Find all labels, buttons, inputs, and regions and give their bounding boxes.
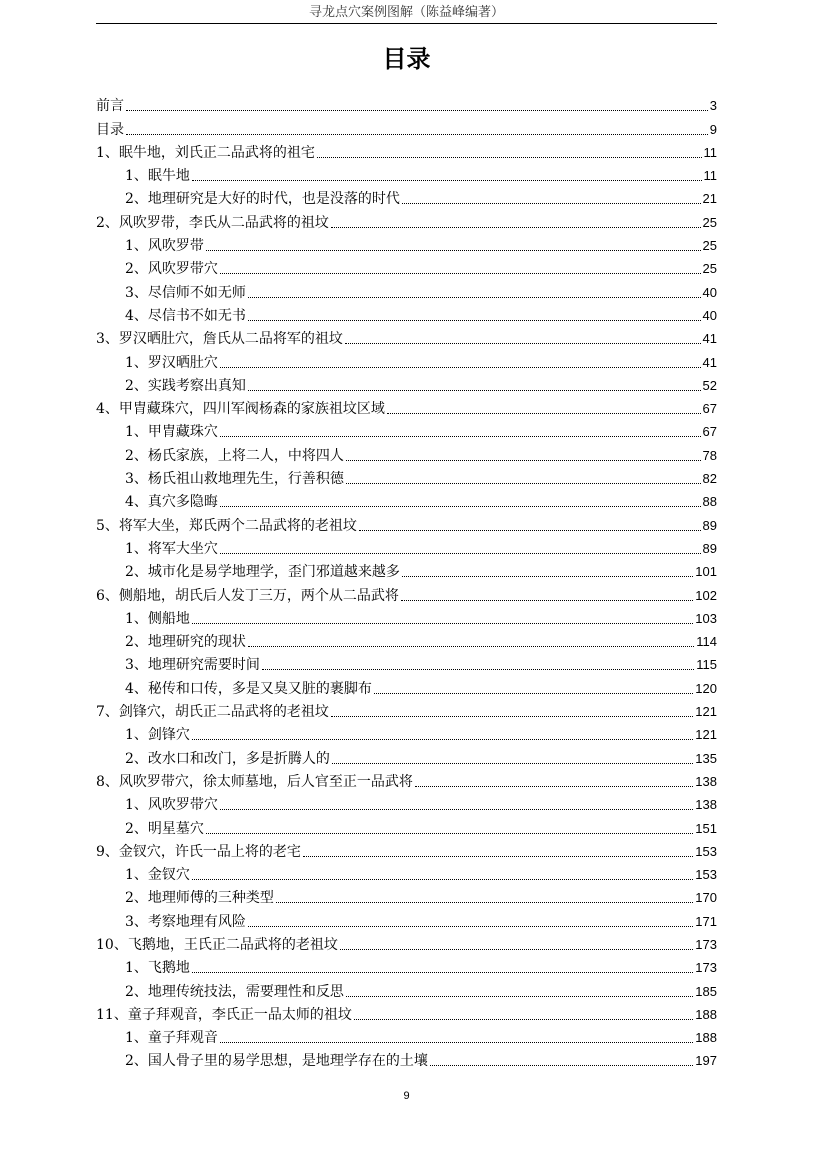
toc-entry-title: 1、风吹罗带穴 (125, 797, 218, 814)
dot-leader (220, 553, 701, 554)
toc-entry-page: 121 (695, 727, 717, 743)
toc-entry-title: 5、将军大坐，郑氏两个二品武将的老祖坟 (96, 517, 357, 534)
toc-entry-title: 3、杨氏祖山救地理先生，行善积德 (125, 471, 344, 488)
dot-leader (220, 436, 701, 437)
toc-entry-page: 173 (695, 936, 717, 952)
toc-entry-title: 1、童子拜观音 (125, 1030, 218, 1047)
toc-entry-title: 1、甲胄藏珠穴 (125, 424, 218, 441)
toc-entry-page: 153 (695, 867, 717, 883)
header-divider (96, 23, 717, 24)
toc-entry-page: 138 (695, 773, 717, 789)
toc-subentry[interactable] (96, 977, 717, 1000)
dot-leader (346, 483, 701, 484)
table-of-contents (96, 92, 717, 1070)
toc-entry-title: 4、尽信书不如无书 (125, 307, 246, 324)
toc-entry-title: 3、尽信师不如无师 (125, 284, 246, 301)
toc-entry-page: 114 (696, 634, 717, 650)
toc-entry-title: 8、风吹罗带穴，徐太师墓地，后人官至正一品武将 (96, 773, 413, 790)
dot-leader (387, 413, 701, 414)
toc-entry[interactable] (96, 395, 717, 418)
toc-entry-page: 9 (709, 121, 717, 137)
page-number: 9 (403, 1090, 410, 1102)
toc-subentry[interactable] (96, 488, 717, 511)
toc-subentry[interactable] (96, 348, 717, 371)
dot-leader (220, 367, 701, 368)
dot-leader (346, 996, 693, 997)
toc-entry-page: 67 (702, 401, 717, 417)
toc-entry-page: 115 (696, 657, 717, 673)
toc-entry-title: 6、侧船地，胡氏后人发丁三万，两个从二品武将 (96, 587, 399, 604)
toc-subentry[interactable] (96, 278, 717, 301)
dot-leader (248, 297, 701, 298)
dot-leader (248, 646, 694, 647)
toc-entry-title: 1、侧船地 (125, 610, 190, 627)
dot-leader (192, 739, 693, 740)
dot-leader (262, 669, 694, 670)
dot-leader (206, 833, 693, 834)
toc-subentry[interactable] (96, 558, 717, 581)
toc-entry[interactable] (96, 92, 717, 115)
dot-leader (248, 926, 693, 927)
toc-entry-title: 1、飞鹅地 (125, 960, 190, 977)
toc-entry-page: 25 (702, 261, 717, 277)
toc-entry-page: 171 (695, 913, 717, 929)
toc-entry[interactable] (96, 325, 717, 348)
running-header: 寻龙点穴案例图解（陈益峰编著） (308, 5, 504, 20)
toc-entry-page: 88 (702, 494, 717, 510)
toc-entry-title: 3、地理研究需要时间 (125, 657, 260, 674)
toc-entry[interactable] (96, 768, 717, 791)
toc-entry-page: 89 (702, 517, 717, 533)
dot-leader (220, 809, 693, 810)
toc-subentry[interactable] (96, 255, 717, 278)
toc-entry-page: 25 (702, 214, 717, 230)
toc-entry[interactable] (96, 931, 717, 954)
toc-entry-title: 2、明星墓穴 (125, 820, 204, 837)
toc-subentry[interactable] (96, 185, 717, 208)
toc-entry-title: 2、地理传统技法，需要理性和反思 (125, 983, 344, 1000)
dot-leader (401, 600, 693, 601)
toc-entry-title: 2、国人骨子里的易学思想，是地理学存在的土壤 (125, 1053, 428, 1070)
toc-entry[interactable] (96, 581, 717, 604)
toc-entry-title: 3、考察地理有风险 (125, 913, 246, 930)
toc-entry-title: 1、眠牛地 (125, 168, 190, 185)
dot-leader (340, 949, 693, 950)
toc-entry-page: 3 (709, 98, 717, 114)
toc-entry[interactable] (96, 115, 717, 138)
toc-entry-title: 2、风吹罗带，李氏从二品武将的祖坟 (96, 214, 329, 231)
toc-subentry[interactable] (96, 744, 717, 767)
dot-leader (359, 530, 701, 531)
dot-leader (192, 972, 693, 973)
toc-subentry[interactable] (96, 232, 717, 255)
dot-leader (317, 157, 702, 158)
toc-entry-page: 151 (695, 820, 717, 836)
toc-entry-page: 25 (702, 238, 717, 254)
dot-leader (402, 576, 693, 577)
toc-entry-page: 41 (702, 331, 717, 347)
toc-subentry[interactable] (96, 628, 717, 651)
toc-entry-title: 4、真穴多隐晦 (125, 494, 218, 511)
toc-subentry[interactable] (96, 1047, 717, 1070)
toc-entry-title: 2、杨氏家族，上将二人，中将四人 (125, 447, 344, 464)
toc-entry-title: 4、秘传和口传，多是又臭又脏的裹脚布 (125, 680, 372, 697)
toc-entry[interactable] (96, 698, 717, 721)
toc-subentry[interactable] (96, 162, 717, 185)
toc-entry-title: 目录 (96, 121, 124, 138)
toc-subentry[interactable] (96, 674, 717, 697)
dot-leader (415, 786, 693, 787)
toc-entry-page: 52 (702, 377, 717, 393)
toc-entry-page: 89 (702, 540, 717, 556)
toc-entry-title: 7、剑锋穴，胡氏正二品武将的老祖坟 (96, 704, 329, 721)
dot-leader (192, 623, 693, 624)
dot-leader (276, 902, 693, 903)
toc-entry-page: 188 (695, 1006, 717, 1022)
dot-leader (430, 1065, 693, 1066)
toc-entry-page: 135 (695, 750, 717, 766)
page-title: 目录 (382, 45, 431, 73)
dot-leader (303, 856, 693, 857)
dot-leader (126, 134, 708, 135)
dot-leader (248, 320, 701, 321)
toc-entry-title: 4、甲胄藏珠穴，四川军阀杨森的家族祖坟区域 (96, 401, 385, 418)
toc-subentry[interactable] (96, 302, 717, 325)
dot-leader (192, 879, 693, 880)
toc-entry-title: 2、风吹罗带穴 (125, 261, 218, 278)
toc-entry-page: 11 (703, 168, 717, 184)
toc-entry-title: 11、童子拜观音，李氏正一品太师的祖坟 (96, 1006, 352, 1023)
toc-entry[interactable] (96, 139, 717, 162)
toc-entry-title: 前言 (96, 98, 124, 115)
toc-entry-page: 11 (703, 144, 717, 160)
toc-entry-page: 82 (702, 471, 717, 487)
toc-entry-page: 101 (695, 564, 717, 580)
dot-leader (402, 203, 701, 204)
toc-entry-title: 1、风吹罗带 (125, 238, 204, 255)
toc-entry-page: 170 (695, 890, 717, 906)
toc-entry-page: 102 (695, 587, 717, 603)
toc-entry-page: 121 (695, 704, 717, 720)
toc-entry-page: 173 (695, 960, 717, 976)
toc-subentry[interactable] (96, 721, 717, 744)
dot-leader (192, 180, 702, 181)
toc-subentry[interactable] (96, 418, 717, 441)
toc-entry-title: 2、地理研究的现状 (125, 634, 246, 651)
dot-leader (206, 250, 701, 251)
toc-subentry[interactable] (96, 884, 717, 907)
toc-entry-page: 138 (695, 797, 717, 813)
toc-subentry[interactable] (96, 535, 717, 558)
toc-entry-title: 2、地理师傅的三种类型 (125, 890, 274, 907)
dot-leader (374, 693, 693, 694)
toc-entry-title: 1、剑锋穴 (125, 727, 190, 744)
toc-entry-page: 120 (695, 680, 717, 696)
toc-subentry[interactable] (96, 861, 717, 884)
toc-entry-title: 2、城市化是易学地理学，歪门邪道越来越多 (125, 564, 400, 581)
toc-entry[interactable] (96, 511, 717, 534)
toc-entry-title: 1、眠牛地，刘氏正二品武将的祖宅 (96, 144, 315, 161)
toc-entry-title: 2、实践考察出真知 (125, 377, 246, 394)
toc-entry-title: 2、改水口和改门，多是折腾人的 (125, 750, 330, 767)
toc-entry-page: 41 (702, 354, 717, 370)
dot-leader (220, 1042, 693, 1043)
toc-subentry[interactable] (96, 1024, 717, 1047)
toc-entry-title: 9、金钗穴，许氏一品上将的老宅 (96, 843, 301, 860)
toc-entry-page: 188 (695, 1030, 717, 1046)
toc-subentry[interactable] (96, 605, 717, 628)
toc-entry-page: 40 (702, 307, 717, 323)
toc-subentry[interactable] (96, 954, 717, 977)
dot-leader (331, 716, 693, 717)
toc-entry[interactable] (96, 1001, 717, 1024)
toc-entry-title: 1、金钗穴 (125, 867, 190, 884)
toc-entry-page: 103 (695, 610, 717, 626)
toc-entry-title: 1、罗汉晒肚穴 (125, 354, 218, 371)
toc-entry-page: 197 (695, 1053, 717, 1069)
toc-subentry[interactable] (96, 791, 717, 814)
toc-subentry[interactable] (96, 372, 717, 395)
toc-entry-page: 78 (702, 447, 717, 463)
toc-entry-title: 10、飞鹅地，王氏正二品武将的老祖坟 (96, 936, 338, 953)
dot-leader (220, 506, 701, 507)
dot-leader (354, 1019, 693, 1020)
dot-leader (331, 227, 701, 228)
toc-subentry[interactable] (96, 907, 717, 930)
toc-entry-title: 2、地理研究是大好的时代，也是没落的时代 (125, 191, 400, 208)
toc-entry-title: 3、罗汉晒肚穴，詹氏从二品将军的祖坟 (96, 331, 343, 348)
toc-subentry[interactable] (96, 441, 717, 464)
dot-leader (248, 390, 701, 391)
toc-subentry[interactable] (96, 465, 717, 488)
toc-subentry[interactable] (96, 651, 717, 674)
toc-subentry[interactable] (96, 814, 717, 837)
dot-leader (346, 460, 701, 461)
dot-leader (345, 343, 701, 344)
toc-entry-title: 1、将军大坐穴 (125, 540, 218, 557)
toc-entry-page: 67 (702, 424, 717, 440)
toc-entry-page: 40 (702, 284, 717, 300)
toc-entry-page: 153 (695, 843, 717, 859)
toc-entry-page: 21 (702, 191, 717, 207)
dot-leader (126, 110, 708, 111)
toc-entry[interactable] (96, 208, 717, 231)
dot-leader (220, 273, 701, 274)
dot-leader (332, 763, 693, 764)
toc-entry-page: 185 (695, 983, 717, 999)
toc-entry[interactable] (96, 838, 717, 861)
